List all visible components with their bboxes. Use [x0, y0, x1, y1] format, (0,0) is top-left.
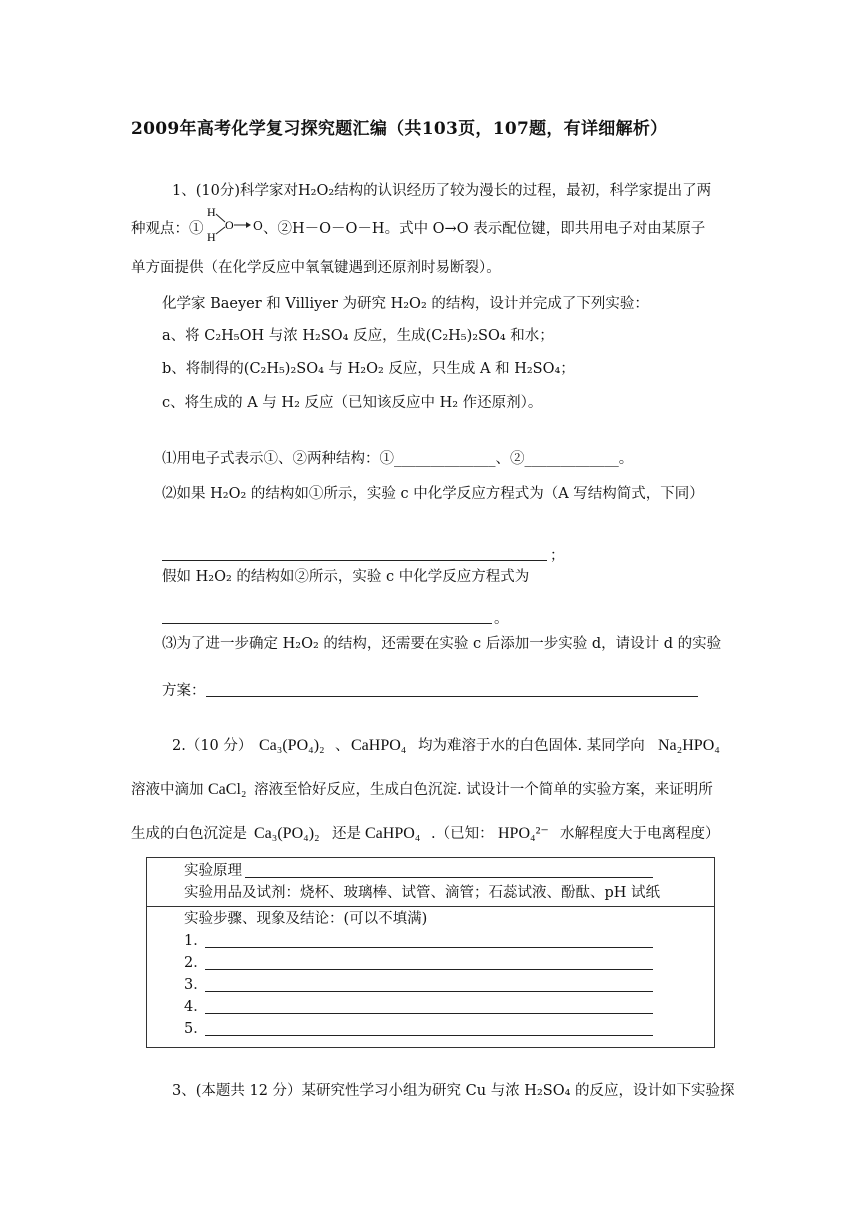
q2-line3-start: 生成的白色沉淀是: [131, 826, 247, 842]
answer-line-eq1[interactable]: [162, 560, 547, 561]
mol-o-left: O: [225, 218, 234, 232]
q1-semicolon: ；: [550, 548, 565, 564]
mol-h-bottom: H: [207, 230, 216, 243]
answer-line-plan[interactable]: [206, 696, 698, 697]
formula-hpo4-ion: HPO₄²⁻: [498, 825, 549, 842]
answer-line-step-4[interactable]: [205, 1013, 653, 1014]
mol-o-right: O: [253, 219, 263, 233]
q1-line2-end: 、②H－O－O－H。式中 O→O 表示配位键，即共用电子对由某原子: [263, 221, 706, 237]
q1-step-b: b、将制得的(C₂H₅)₂SO₄ 与 H₂O₂ 反应，只生成 A 和 H₂SO₄；: [162, 361, 575, 377]
answer-line-step-2[interactable]: [205, 969, 653, 970]
q2-line2-start: 溶液中滴加: [131, 782, 204, 798]
table-materials: 实验用品及试剂：烧杯、玻璃棒、试管、滴管；石蕊试液、酚酞、pH 试纸: [184, 885, 661, 901]
formula-na2hpo4: Na₂HPO₄: [658, 737, 720, 754]
q2-line3-end: 水解程度大于电离程度）: [560, 826, 720, 842]
formula-cacl2: CaCl₂: [208, 781, 247, 798]
q2-line3-or: 还是: [332, 826, 361, 842]
step-number-2: 2．: [184, 955, 208, 971]
q2-line1-start: 2.（10 分）: [172, 738, 253, 754]
step-number-4: 4．: [184, 999, 208, 1015]
q1-sub1: ⑴用电子式表示①、②两种结构：①______________、②_____________。: [162, 451, 634, 467]
q1-sub2: ⑵如果 H₂O₂ 的结构如①所示，实验 c 中化学反应方程式为（A 写结构简式，下同）: [162, 486, 704, 502]
q1-line4: 化学家 Baeyer 和 Villiyer 为研究 H₂O₂ 的结构，设计并完成了下列实验：: [162, 296, 649, 312]
q1-sub2b: 假如 H₂O₂ 的结构如②所示，实验 c 中化学反应方程式为: [162, 569, 530, 585]
q1-step-a: a、将 C₂H₅OH 与浓 H₂SO₄ 反应，生成(C₂H₅)₂SO₄ 和水；: [162, 328, 554, 344]
q1-line2-start: 种观点：①: [131, 221, 204, 237]
q2-line2-end: 溶液至恰好反应，生成白色沉淀. 试设计一个简单的实验方案，来证明所: [254, 782, 713, 798]
q2-line3-note: .（已知：: [431, 826, 494, 842]
formula-cahpo4-2: CaHPO₄: [365, 825, 421, 842]
answer-line-step-3[interactable]: [205, 991, 653, 992]
table-steps-label: 实验步骤、现象及结论：(可以不填满): [184, 911, 428, 927]
q1-sub3: ⑶为了进一步确定 H₂O₂ 的结构，还需要在实验 c 后添加一步实验 d，请设计 d 的实验: [162, 636, 722, 652]
answer-line-eq2[interactable]: [162, 623, 492, 624]
formula-ca3po42-2: Ca₃(PO₄)₂: [254, 825, 320, 842]
step-number-3: 3．: [184, 977, 208, 993]
formula-ca3po42: Ca₃(PO₄)₂: [259, 737, 325, 754]
answer-line-step-1[interactable]: [205, 947, 653, 948]
page-title: 2009年高考化学复习探究题汇编（共103页，107题，有详细解析）: [131, 119, 668, 139]
step-number-5: 5．: [184, 1021, 208, 1037]
q1-step-c: c、将生成的 A 与 H₂ 反应（已知该反应中 H₂ 作还原剂）。: [162, 395, 543, 411]
q2-line1-sep: 、: [335, 738, 350, 754]
step-number-1: 1．: [184, 933, 208, 949]
answer-line-principle[interactable]: [245, 877, 653, 878]
q3-line1: 3、(本题共 12 分）某研究性学习小组为研究 Cu 与浓 H₂SO₄ 的反应，设计如下实验探: [172, 1083, 735, 1099]
answer-line-step-5[interactable]: [205, 1035, 653, 1036]
table-divider: [146, 906, 714, 907]
q1-period: 。: [494, 611, 509, 627]
h2o2-structure-diagram: [201, 203, 253, 243]
mol-h-top: H: [207, 205, 216, 219]
table-principle-label: 实验原理: [184, 863, 242, 879]
formula-cahpo4: CaHPO₄: [351, 737, 407, 754]
q1-line1: 1、(10分)科学家对H₂O₂结构的认识经历了较为漫长的过程，最初，科学家提出了两: [172, 183, 712, 199]
q1-plan-label: 方案：: [162, 683, 206, 699]
q1-line3: 单方面提供（在化学反应中氧氧键遇到还原剂时易断裂）。: [131, 260, 501, 276]
q2-line1-mid: 均为难溶于水的白色固体. 某同学向: [418, 738, 645, 754]
